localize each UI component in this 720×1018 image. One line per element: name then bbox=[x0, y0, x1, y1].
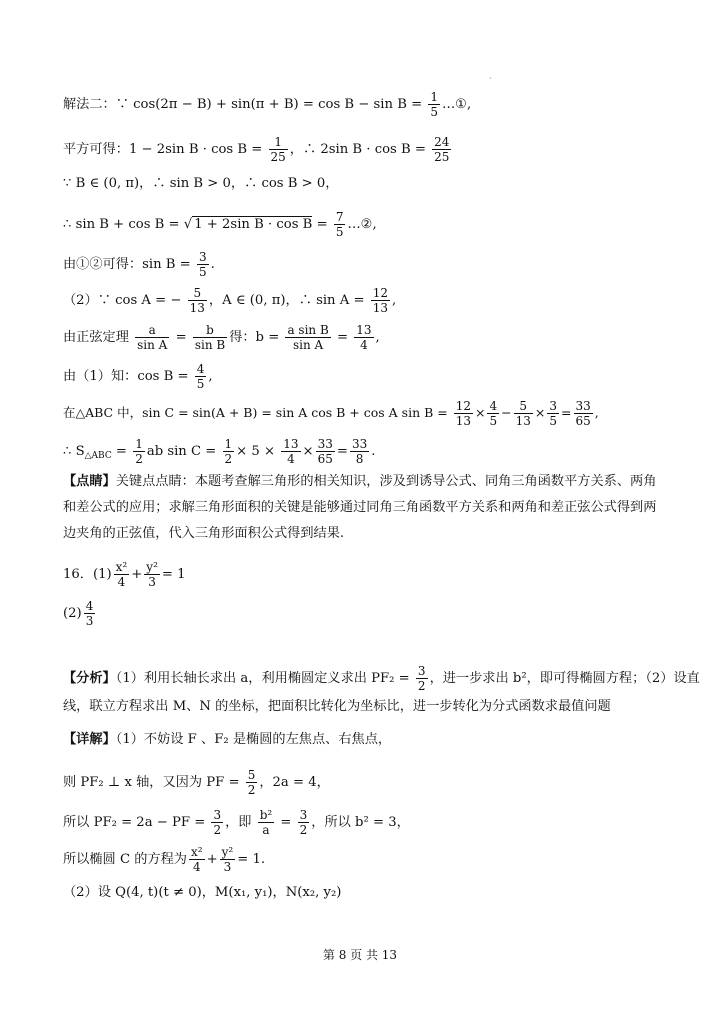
method2-line-5: 由①②可得：sin B = $\frac{3}{5}$ . bbox=[63, 250, 215, 279]
detail-tag: 【详解】 bbox=[63, 732, 116, 747]
method2-line-1: 解法二：∵ cos(2π − B) + sin(π + B) = cos B − sin B = $\frac{1}{5}$ …①, bbox=[63, 90, 472, 119]
fraction: $\frac{\text{x²}}{4}$ bbox=[115, 560, 128, 589]
part2-line-4: 在△ABC 中，sin C = sin(A + B) = sin A cos B + cos A sin B = $\frac{12}{13}$ × $\frac{4}{5}$ − $\frac{5}{13}$ × $\frac{3}{5}$ = $\frac{33}{65}$ , bbox=[63, 399, 599, 428]
fraction: $\frac{3}{2}$ bbox=[417, 664, 426, 693]
comment-paragraph bbox=[63, 469, 663, 547]
fraction: $\frac{3}{5}$ bbox=[549, 399, 558, 428]
fraction: $\frac{13}{4}$ bbox=[283, 437, 299, 466]
analysis-line-1: 【分析】（1）利用长轴长求出 a，利用椭圆定义求出 PF₂ = $\frac{3}{2}$ ，进一步求出 b²，即可得椭圆方程；（2）设直 bbox=[63, 664, 700, 693]
fraction: $\frac{1}{5}$ bbox=[430, 90, 438, 119]
fraction: $\frac{\text{y²}}{3}$ bbox=[146, 560, 158, 589]
part2-line-5: ∴ $S_{\triangle ABC}$ = $\frac{1}{2}$ ab sin C = $\frac{1}{2}$ × 5 × $\frac{13}{4}$ × $\frac{33}{65}$ = $\frac{33}{8}$ . bbox=[63, 437, 376, 466]
fraction: $\frac{\text{y²}}{3}$ bbox=[221, 845, 234, 874]
comment-text: 关键点点睛：本题考查解三角形的相关知识，涉及到诱导公式、同角三角函数平方关系、两角和差公式的应用；求解三角形面积的关键是能够通过同角三角函数平方关系和两角和差正弦公式得到两边夹角的正弦值，代入三角形面积公式得到结果. bbox=[63, 474, 657, 541]
detail-line-3: 所以 PF₂ = 2a − PF = $\frac{3}{2}$ ，即 $\frac{\text{b²}}{a}$ = $\frac{3}{2}$ ，所以 b² = 3， bbox=[63, 808, 410, 837]
fraction: $\frac{1}{2}$ bbox=[224, 437, 233, 466]
fraction: $\frac{5}{13}$ bbox=[515, 399, 531, 428]
fraction: $\frac{33}{65}$ bbox=[575, 399, 591, 428]
fraction: $\frac{1}{25}$ bbox=[270, 135, 286, 164]
detail-line-4: 所以椭圆 C 的方程为 $\frac{\text{x²}}{4}$ + $\frac{\text{y²}}{3}$ = 1. bbox=[63, 845, 266, 874]
fraction: $\frac{b}{\text{sin B}}$ bbox=[194, 323, 226, 352]
fraction: $\frac{12}{13}$ bbox=[455, 399, 471, 428]
fraction: $\frac{3}{2}$ bbox=[213, 808, 222, 837]
fraction: $\frac{4}{5}$ bbox=[196, 362, 205, 391]
fraction: $\frac{4}{3}$ bbox=[85, 599, 94, 628]
q16-answer-2: (2) $\frac{4}{3}$ bbox=[63, 599, 94, 628]
analysis-tag: 【分析】 bbox=[63, 671, 116, 686]
fraction: $\frac{13}{4}$ bbox=[356, 323, 372, 352]
detail-line-2: 则 PF₂ ⊥ x 轴，又因为 PF = $\frac{5}{2}$ ，2a = 4， bbox=[63, 768, 330, 797]
fraction: $\frac{4}{5}$ bbox=[489, 399, 498, 428]
fraction: $\frac{a}{\text{sin A}}$ bbox=[137, 323, 168, 352]
page-dot-mark: · bbox=[489, 74, 492, 83]
fraction: $\frac{\text{x²}}{4}$ bbox=[190, 845, 203, 874]
method2-line-2: 平方可得：1 − 2sin B · cos B = $\frac{1}{25}$ ，∴ 2sin B · cos B = $\frac{24}{25}$ bbox=[63, 135, 450, 164]
fraction: $\frac{3}{5}$ bbox=[198, 250, 207, 279]
fraction: $\frac{\text{a sin B}}{\text{sin A}}$ bbox=[287, 323, 329, 352]
method2-line-4: ∴ sin B + cos B = √ 1 + 2sin B · cos B = $\frac{7}{5}$ …②, bbox=[63, 210, 377, 239]
fraction: $\frac{5}{13}$ bbox=[189, 286, 205, 315]
fraction: $\frac{3}{2}$ bbox=[299, 808, 308, 837]
part2-line-2: 由正弦定理 $\frac{a}{\text{sin A}}$ = $\frac{b}{\text{sin B}}$ 得：b = $\frac{\text{a sin B}}{\text{sin A}}$ = $\frac{13}{4}$ , bbox=[63, 323, 380, 352]
part2-line-3: 由（1）知：cos B = $\frac{4}{5}$ , bbox=[63, 362, 213, 391]
fraction: $\frac{7}{5}$ bbox=[335, 210, 344, 239]
fraction: $\frac{33}{65}$ bbox=[317, 437, 333, 466]
detail-line-5: （2）设 Q(4, t)(t ≠ 0)，M(x₁, y₁)，N(x₂, y₂) bbox=[63, 885, 342, 900]
method2-line-3: ∵ B ∈ (0, π)，∴ sin B > 0，∴ cos B > 0， bbox=[63, 176, 339, 191]
part2-line-1: （2）∵ cos A = − $\frac{5}{13}$ ，A ∈ (0, π)，∴ sin A = $\frac{12}{13}$ , bbox=[63, 286, 397, 315]
comment-tag: 【点睛】 bbox=[63, 474, 116, 489]
fraction: $\frac{33}{8}$ bbox=[351, 437, 368, 466]
sqrt-expression: 1 + 2sin B · cos B bbox=[194, 217, 313, 232]
fraction: $\frac{1}{2}$ bbox=[135, 437, 143, 466]
detail-line-1: 【详解】（1）不妨设 F 、F₂ 是椭圆的左焦点、右焦点， bbox=[63, 732, 392, 747]
page-footer: 第 8 页 共 13 bbox=[322, 948, 398, 962]
fraction: $\frac{\text{b²}}{a}$ bbox=[259, 808, 273, 837]
fraction: $\frac{12}{13}$ bbox=[372, 286, 388, 315]
fraction: $\frac{24}{25}$ bbox=[434, 135, 450, 164]
fraction: $\frac{5}{2}$ bbox=[247, 768, 256, 797]
analysis-line-2: 线，联立方程求出 M、N 的坐标，把面积比转化为坐标比，进一步转化为分式函数求最值问题 bbox=[63, 699, 611, 714]
q16-answer-1: 16．(1) $\frac{\text{x²}}{4}$ + $\frac{\text{y²}}{3}$ = 1 bbox=[63, 560, 186, 589]
